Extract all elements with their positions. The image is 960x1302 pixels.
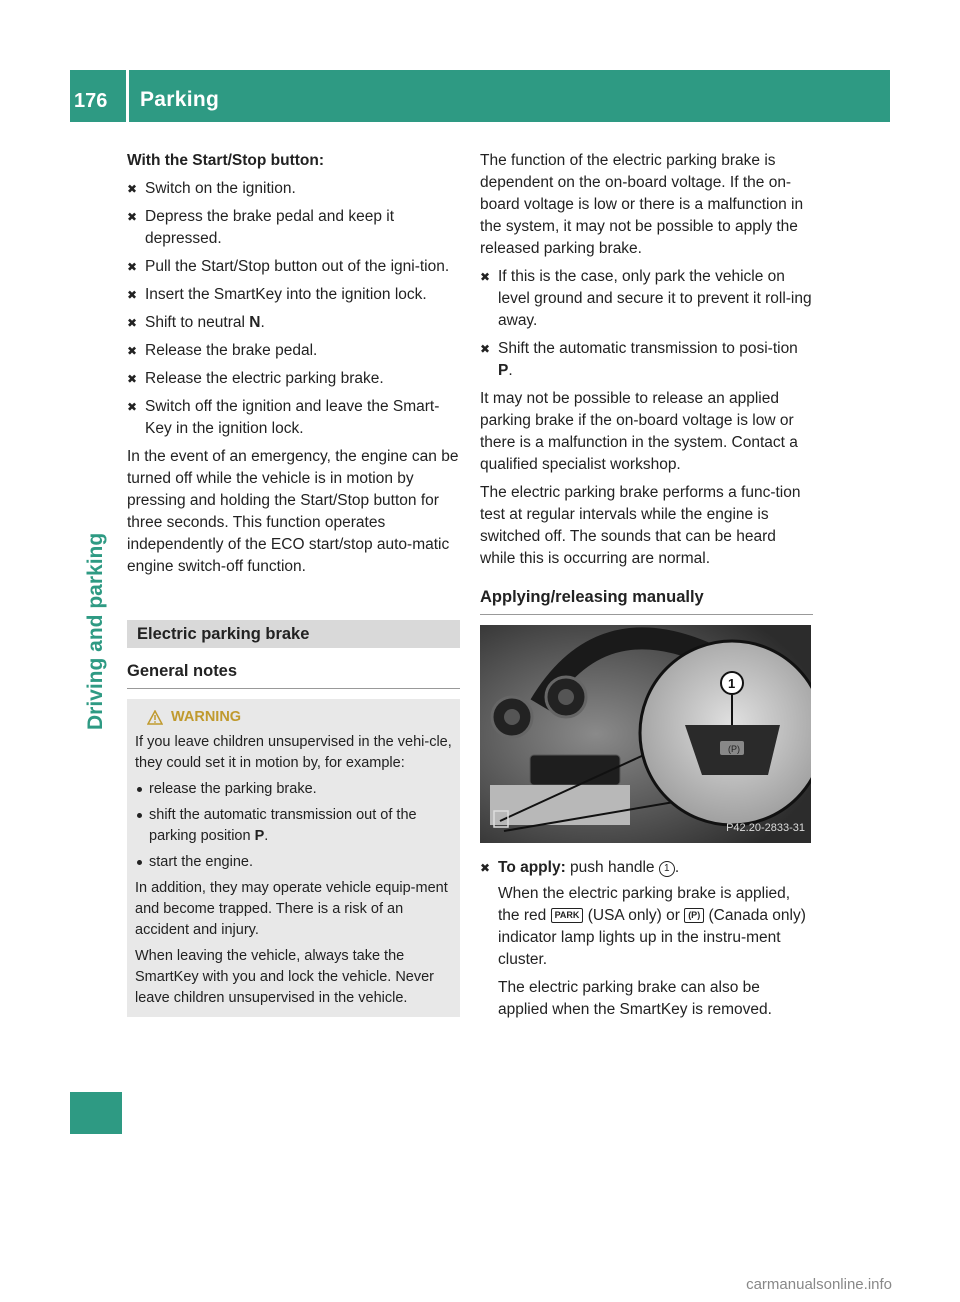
dashboard-illustration: [480, 625, 811, 843]
left-column: [127, 150, 460, 1017]
warning-paragraph: In addition, they may operate vehicle equip-ment and become trapped. There is a risk of an accident and injury.: [135, 880, 448, 938]
voltage-paragraph: The function of the electric parking brake is dependent on the on-board voltage. If the on-board voltage is low or there is a malfunction in the system, it may not be possible to apply the released parking brake.: [480, 152, 804, 257]
park-lamp-icon: PARK: [551, 908, 584, 923]
warning-header: [135, 707, 452, 728]
arrow-icon: ✖: [127, 372, 138, 386]
gear-letter: P: [254, 828, 265, 844]
gear-letter: N: [249, 314, 261, 331]
parking-brake-figure: [480, 625, 811, 843]
arrow-icon: ✖: [127, 182, 138, 196]
release-paragraph: It may not be possible to release an applied parking brake if the on-board voltage is low or there is a malfunction in the system. Contact a qualified specialist workshop.: [480, 390, 798, 473]
step-item: ✖ Pull the Start/Stop button out of the igni-tion.: [127, 256, 460, 278]
section-band-heading: Electric parking brake: [127, 620, 460, 648]
step-item: ✖ Switch on the ignition.: [127, 178, 460, 200]
start-stop-heading: With the Start/Stop button:: [127, 152, 325, 169]
apply-detail: When the electric parking brake is applied, the red PARK (USA only) or (P) (Canada only) indicator lamp lights up in the instru-ment cluster.: [498, 885, 806, 968]
step-item: ✖ Insert the SmartKey into the ignition lock.: [127, 284, 460, 306]
figure-callout: 1: [728, 676, 736, 691]
step-item: ✖ Release the brake pedal.: [127, 340, 460, 362]
warning-intro: If you leave children unsupervised in the vehi-cle, they could set it in motion by, for example:: [135, 734, 452, 771]
side-tab: [84, 430, 114, 730]
page-number: 176: [74, 90, 108, 112]
parking-brake-lamp-icon: (P): [684, 908, 704, 923]
step-item: ✖ Depress the brake pedal and keep it depressed.: [127, 208, 395, 247]
warning-box: [127, 699, 460, 1017]
step-item: ✖ Shift the automatic transmission to posi-tion P.: [480, 340, 798, 379]
gear-letter: P: [498, 362, 509, 379]
emergency-paragraph: In the event of an emergency, the engine can be turned off while the vehicle is in motion by pressing and holding the Start/Stop button for three seconds. This function operates independently of the ECO start/stop auto-matic engine switch-off function.: [127, 448, 459, 575]
arrow-icon: ✖: [127, 344, 138, 358]
arrow-icon: ✖: [127, 400, 138, 414]
arrow-icon: ✖: [480, 861, 491, 875]
side-tab-marker: [70, 1092, 122, 1134]
step-item: ✖ Shift to neutral N.: [127, 312, 460, 334]
step-item: ✖ To apply: push handle 1 .: [480, 857, 813, 879]
callout-number-icon: 1: [659, 861, 675, 877]
arrow-icon: ✖: [127, 316, 138, 330]
function-test-paragraph: The electric parking brake performs a func-tion test at regular intervals while the engine is switched off. The sounds that can be heard while this is occurring are normal.: [480, 484, 801, 567]
arrow-icon: ✖: [127, 210, 138, 224]
side-tab-label: Driving and parking: [84, 532, 107, 730]
step-item: ✖ Release the electric parking brake.: [127, 368, 460, 390]
figure-code: P42.20-2833-31: [726, 822, 805, 834]
arrow-icon: ✖: [480, 342, 491, 356]
arrow-icon: ✖: [127, 288, 138, 302]
warning-bullet: shift the automatic transmission out of the parking position P.: [135, 805, 452, 847]
arrow-icon: ✖: [480, 270, 491, 284]
warning-bullet: start the engine.: [135, 852, 452, 873]
general-notes-heading: General notes: [127, 660, 460, 689]
step-item: ✖ If this is the case, only park the vehicle on level ground and secure it to prevent it roll-ing away.: [480, 268, 812, 329]
svg-text:(P): (P): [728, 744, 740, 754]
warning-bullet: release the parking brake.: [135, 779, 452, 800]
header-divider: [126, 70, 129, 122]
footer-watermark: carmanualsonline.info: [746, 1276, 892, 1293]
right-column: [480, 150, 813, 1027]
applying-releasing-heading: Applying/releasing manually: [480, 586, 813, 615]
apply-note: The electric parking brake can also be applied when the SmartKey is removed.: [498, 979, 772, 1018]
step-item: ✖ Switch off the ignition and leave the Smart-Key in the ignition lock.: [127, 398, 440, 437]
arrow-icon: ✖: [127, 260, 138, 274]
warning-title: WARNING: [171, 709, 242, 725]
warning-paragraph: When leaving the vehicle, always take the SmartKey with you and lock the vehicle. Never leave children unsupervised in the vehicle.: [135, 948, 434, 1006]
section-title: Parking: [140, 88, 220, 111]
warning-triangle-icon: [147, 710, 163, 725]
to-apply-label: To apply:: [498, 859, 566, 876]
